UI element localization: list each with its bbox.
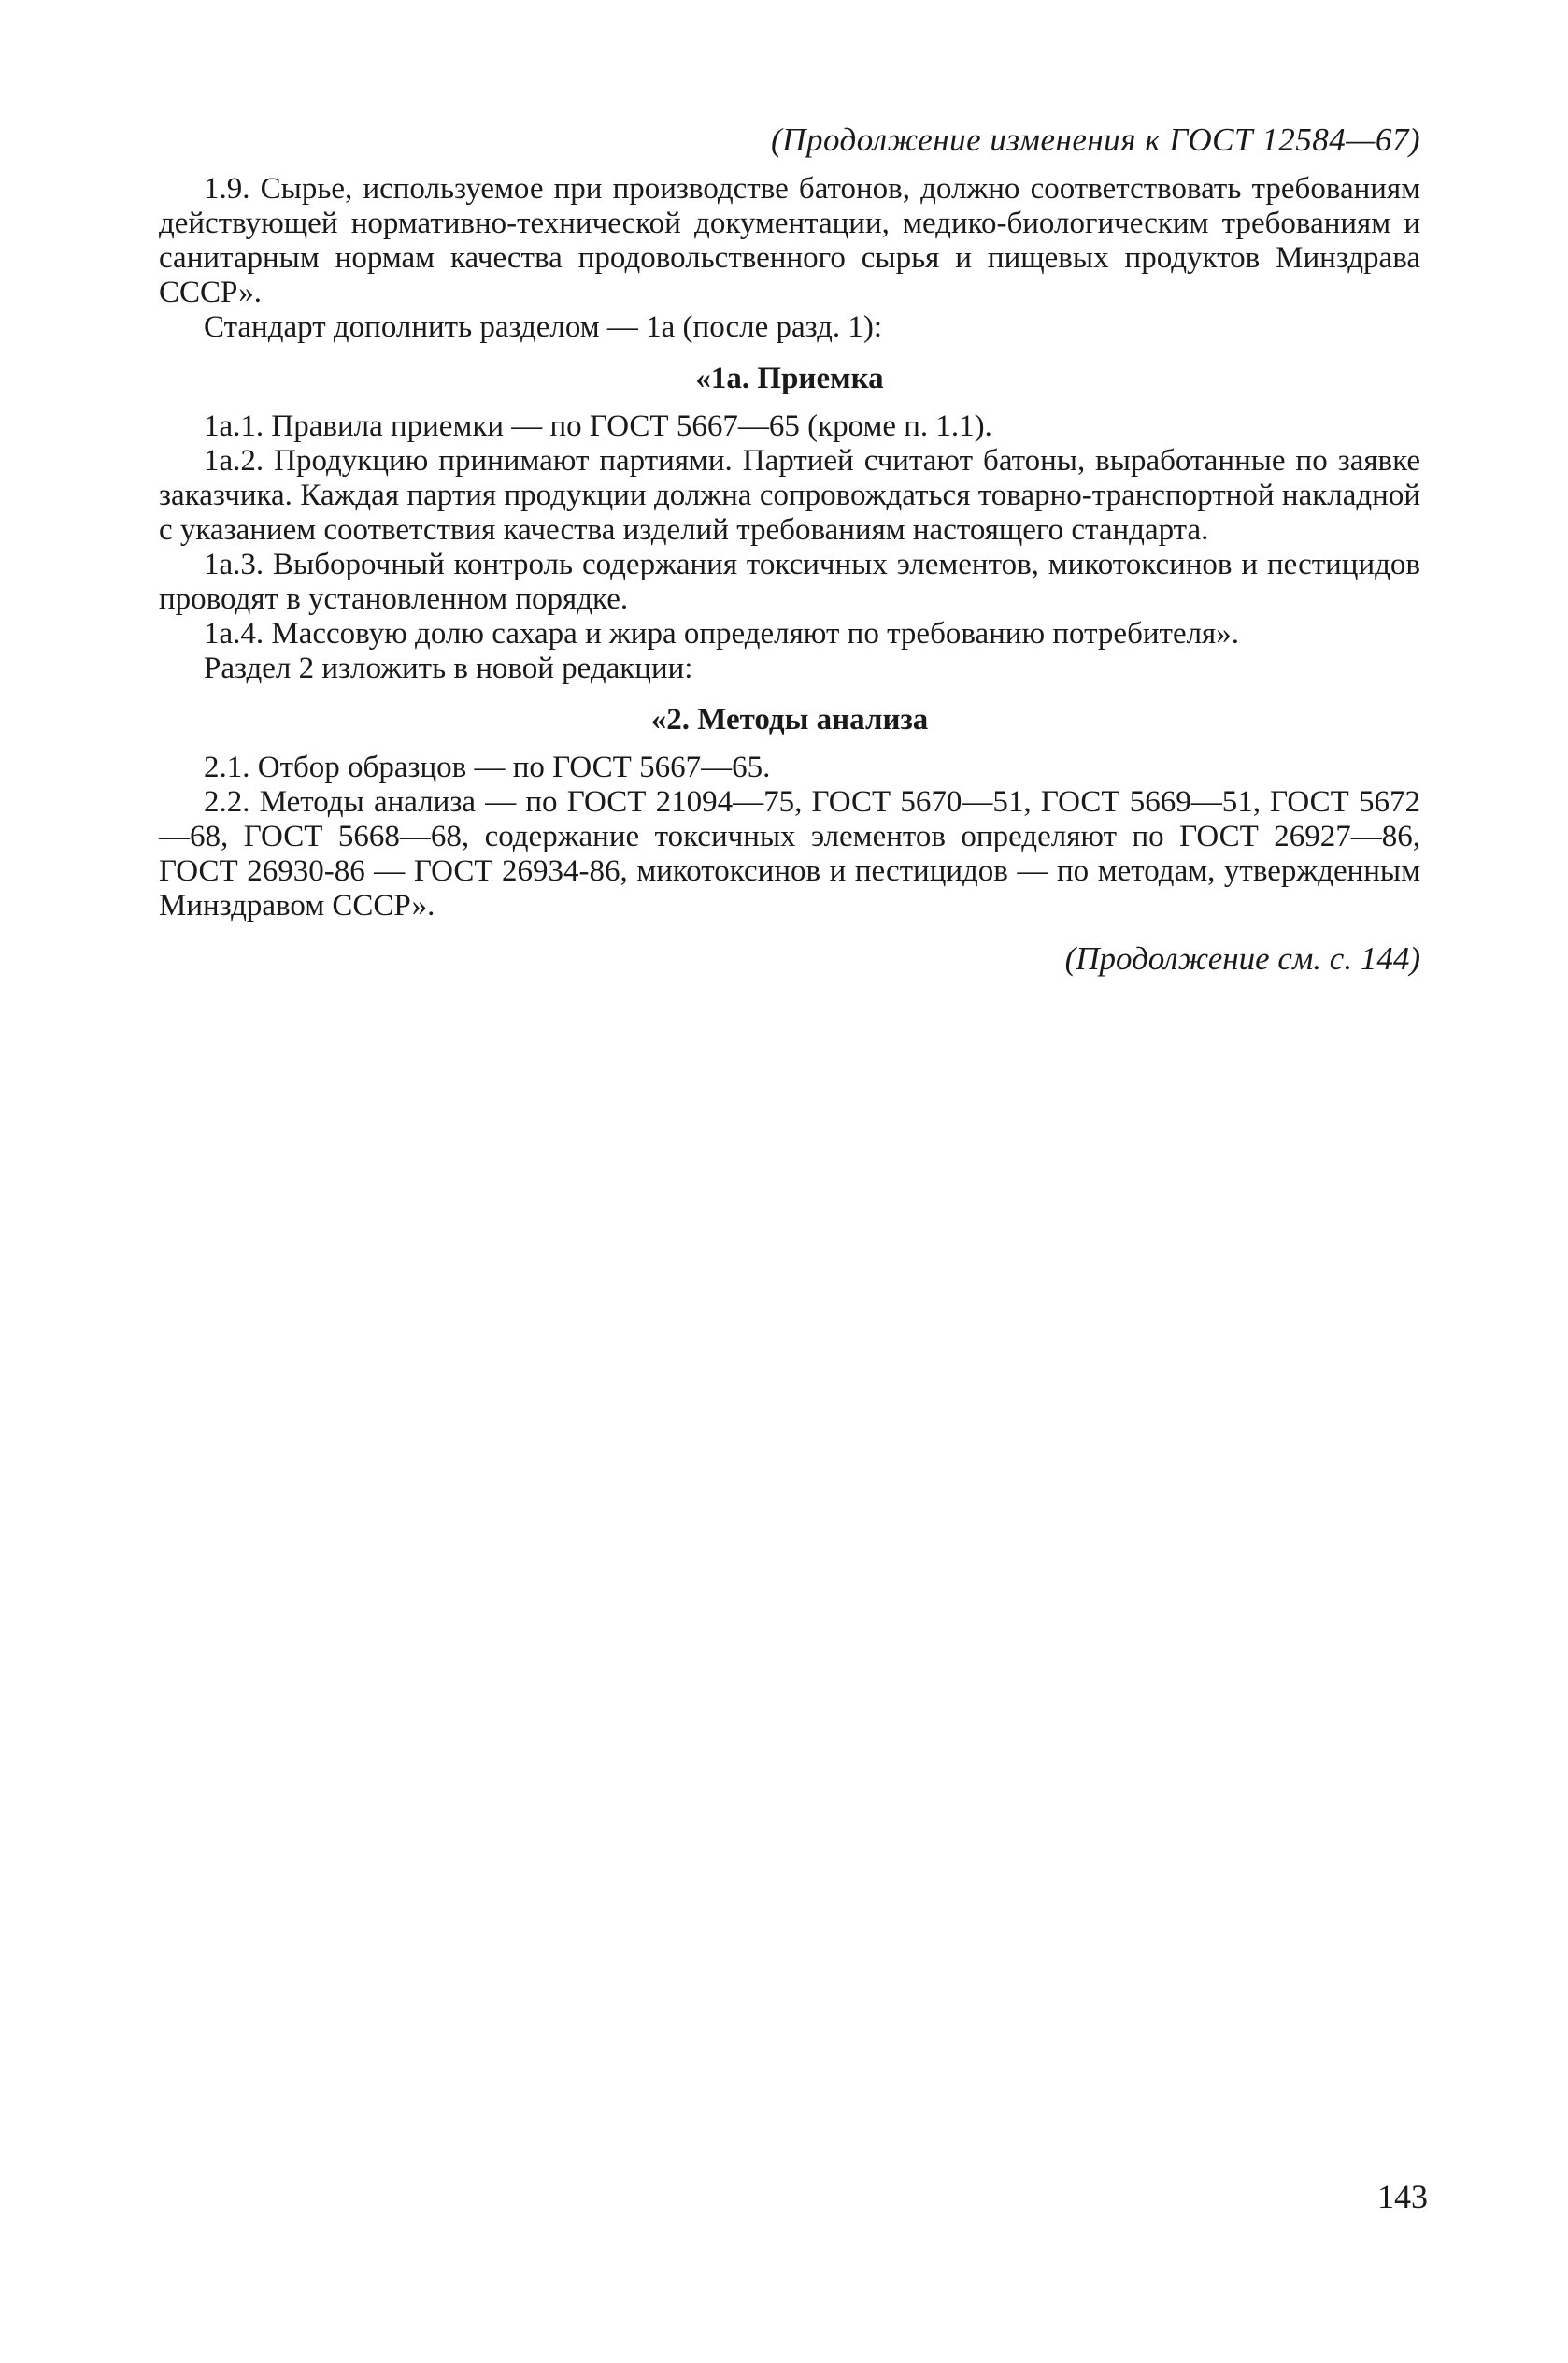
- continuation-note: (Продолжение см. с. 144): [1064, 940, 1420, 977]
- paragraph-add-section-1a: Стандарт дополнить разделом — 1а (после разд. 1):: [204, 310, 883, 344]
- paragraph-1-9: 1.9. Сырье, используемое при производстве батонов, должно соответствовать требованиям действующей нормативно-технической документации, медико-биологическим требованиям и санитарным нормам качества продовольственного сырья и пищевых продуктов Минздрава СССР».: [159, 172, 1420, 309]
- running-head: (Продолжение изменения к ГОСТ 12584—67): [771, 122, 1420, 158]
- page-number: 143: [1377, 2178, 1428, 2215]
- paragraph-1a-4: 1а.4. Массовую долю сахара и жира определяют по требованию потребителя».: [204, 617, 1239, 651]
- paragraph-1a-2: 1а.2. Продукцию принимают партиями. Партией считают батоны, выработанные по заявке заказчика. Каждая партия продукции должна сопровождаться товарно-транспортной накладной с указанием соответствия качества изделий требованиям настоящего стандарта.: [159, 444, 1420, 547]
- document-page: [159, 120, 1420, 980]
- section-1a-heading: «1а. Приемка: [695, 362, 884, 395]
- paragraph-1a-3: 1а.3. Выборочный контроль содержания токсичных элементов, микотоксинов и пестицидов проводят в установленном порядке.: [159, 548, 1420, 616]
- paragraph-1a-1: 1а.1. Правила приемки — по ГОСТ 5667—65 (кроме п. 1.1).: [204, 409, 992, 443]
- section-2-heading: «2. Методы анализа: [650, 703, 929, 737]
- paragraph-section-2-intro: Раздел 2 изложить в новой редакции:: [204, 652, 693, 685]
- paragraph-2-2: 2.2. Методы анализа — по ГОСТ 21094—75, ГОСТ 5670—51, ГОСТ 5669—51, ГОСТ 5672—68, ГОСТ 5668—68, содержание токсичных элементов определяют по ГОСТ 26927—86, ГОСТ 26930-86 — ГОСТ 26934-86, микотоксинов и пестицидов — по методам, утвержденным Минздравом СССР».: [159, 785, 1420, 923]
- paragraph-2-1: 2.1. Отбор образцов — по ГОСТ 5667—65.: [204, 751, 771, 784]
